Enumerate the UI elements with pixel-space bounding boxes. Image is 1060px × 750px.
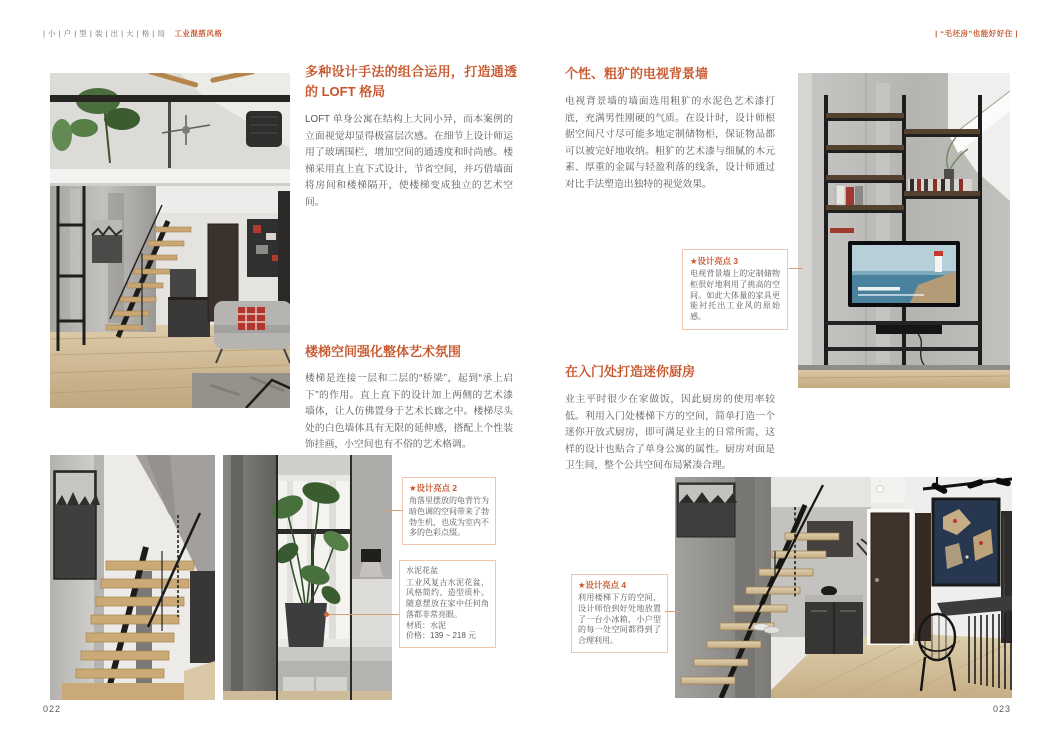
product-title: 水泥花盆 bbox=[406, 566, 438, 575]
callout-3-title: ★设计亮点 3 bbox=[690, 256, 738, 266]
appliance bbox=[190, 571, 215, 663]
header-right-title: | “毛坯房”也能好好住 | bbox=[935, 29, 1018, 38]
callout-4-title: ★设计亮点 4 bbox=[578, 580, 626, 590]
product-body: 工业风复古水泥花盆，风格简约、造型质朴。随意摆放在家中任何角落都非常亮眼。 bbox=[406, 577, 489, 619]
photo-loft-living-room bbox=[50, 73, 290, 408]
article-heading-3: 个性、粗犷的电视背景墙 bbox=[565, 66, 709, 81]
product-price: 价格：139 ~ 218 元 bbox=[406, 631, 477, 641]
callout-2-title: ★设计亮点 2 bbox=[409, 483, 457, 493]
mini-kitchen bbox=[771, 477, 871, 654]
connector-line-planter bbox=[328, 614, 399, 615]
forest-art-entry bbox=[677, 483, 737, 537]
callout-design-highlight-4 bbox=[571, 574, 668, 653]
header-left-tag: 工业混搭风格 bbox=[174, 29, 223, 38]
product-material: 材质：水泥 bbox=[406, 620, 446, 630]
forest-art bbox=[54, 471, 100, 579]
mezzanine-chair bbox=[246, 111, 282, 147]
tv-screen bbox=[852, 245, 956, 303]
wall-art-left bbox=[92, 220, 122, 263]
callout-2-body: 角落里摆放的龟背竹为暗色调的空间带来了勃勃生机，也成为室内不多的色彩点缀。 bbox=[409, 496, 489, 538]
header-left bbox=[43, 28, 222, 39]
rug bbox=[192, 373, 290, 408]
article-heading-4: 在入门处打造迷你厨房 bbox=[565, 364, 696, 379]
page-number-right: 023 bbox=[993, 704, 1012, 714]
connector-line-callout-3 bbox=[789, 268, 803, 269]
callout-4-body: 利用楼梯下方的空间，设计师恰到好处地放置了一台小冰箱，小户型的每一处空间都得到了合理利用。 bbox=[578, 593, 661, 646]
article-body-1: LOFT 单身公寓在结构上大同小异，而本案例的立面视觉却显得极富层次感。在细节上设计师运用了玻璃围栏，增加空间的通透度和时尚感。楼梯采用直上直下式设计，节省空间，并巧借墙面将房间和楼梯隔开，使楼梯变成独立的艺术空间。 bbox=[305, 114, 513, 208]
article-body-4: 业主平时很少在家做饭，因此厨房的使用率较低。利用入门处楼梯下方的空间，简单打造一个迷你开放式厨房，即可满足业主的日常所需，这样的设计也贴合了单身公寓的属性。厨房对面是卫生间，整个公共空间布局紧凑合理。 bbox=[565, 394, 775, 472]
header-left-title: | 小 | 户 | 型 | 装 | 出 | 大 | 格 | 局 bbox=[43, 29, 166, 38]
page-number-left: 022 bbox=[43, 704, 62, 714]
article-heading-2: 楼梯空间强化整体艺术氛围 bbox=[305, 344, 462, 359]
photo-staircase-closeup bbox=[50, 455, 215, 700]
photo-tv-wall bbox=[798, 73, 1010, 388]
connector-dot-planter bbox=[324, 612, 329, 617]
callout-design-highlight-3 bbox=[682, 249, 788, 330]
callout-design-highlight-2 bbox=[402, 477, 496, 545]
article-body-3: 电视背景墙的墙面选用粗犷的水泥色艺术漆打底，充满男性刚硬的气质。在设计时，设计师根据空间尺寸尽可能多地定制储物柜，保证物品都可以被完好地收纳。粗犷的艺术漆与细腻的木元素、厚重的金属与轻盈利落的线条，设计师通过对比手法塑造出独特的视觉效果。 bbox=[565, 96, 775, 190]
product-note-concrete-planter bbox=[399, 560, 496, 648]
photo-entry-mini-kitchen bbox=[675, 477, 1012, 698]
callout-3-body: 电视背景墙上的定制储物柜很好地利用了挑高的空间。如此大体量的家具更能衬托出工业风的原始感。 bbox=[690, 269, 780, 322]
header-right bbox=[935, 28, 1018, 39]
article-heading-1: 多种设计手法的组合运用，打造通透的 LOFT 格局 bbox=[305, 64, 517, 99]
map-artwork bbox=[933, 499, 999, 585]
tv bbox=[848, 241, 960, 307]
connector-line-callout-4 bbox=[665, 611, 679, 612]
media-console bbox=[876, 325, 942, 334]
concrete-planter bbox=[285, 603, 327, 649]
photo-monstera-corner bbox=[223, 455, 392, 700]
article-body-2: 楼梯是连接一层和二层的“桥梁”，起到“承上启下”的作用。直上直下的设计加上两侧的艺术漆墙体，让人仿佛置身于艺术长廊之中。楼梯尽头处的白色墙体具有无限的延伸感，搭配上个性装饰挂画，小空间也有不俗的艺术格调。 bbox=[305, 373, 513, 451]
connector-line-callout-2 bbox=[385, 510, 403, 511]
